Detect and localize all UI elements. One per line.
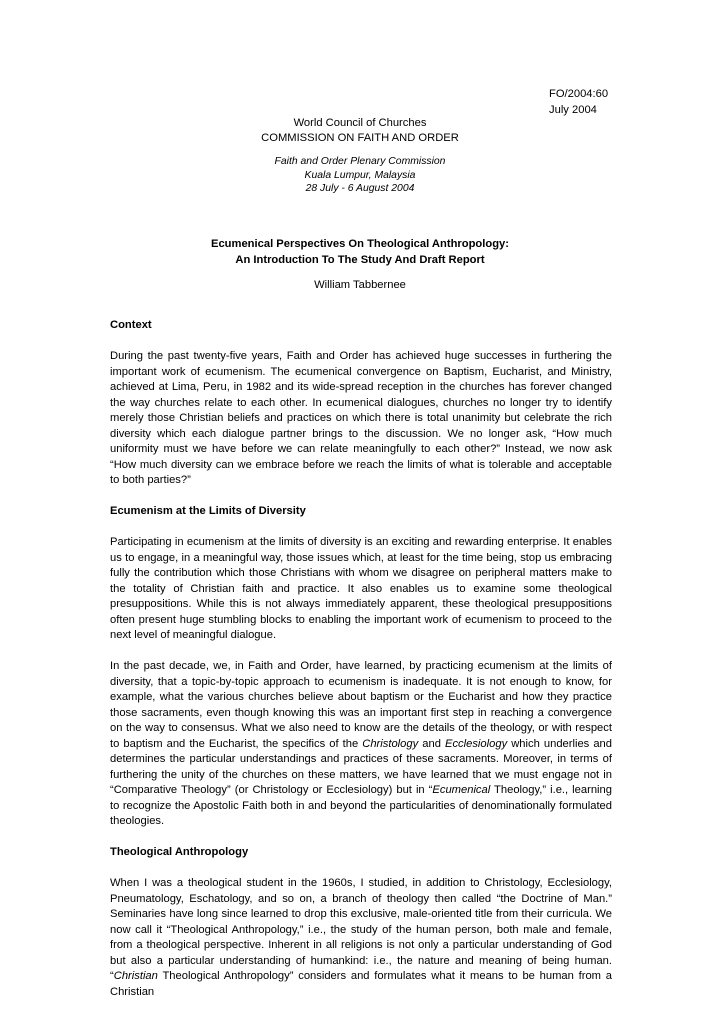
text-run: and — [418, 737, 445, 750]
text-run: In the past decade, we, in Faith and Order, have learned, by practicing ecumenism at the limits of diversity, that a topic-by-topic approach to ecumenism is inadequate. It is not enough to know, for example, what the various churches believe about baptism or the Eucharist and how they practice those sacraments, even though knowing this was an important first step in reaching a convergence on the way to consensus. What we also need to know are the details of the theology, or with respect to baptism and the Eucharist, the specifics of the — [110, 660, 612, 750]
author-name: William Tabbernee — [314, 279, 406, 291]
reference-date: July 2004 — [549, 104, 597, 116]
document-reference — [549, 86, 608, 118]
meeting-info — [110, 155, 610, 196]
text-run: When I was a theological student in the 1960s, I studied, in addition to Christology, Ecclesiology, Pneumatology, Eschatology, and so on, a branch of theology then called “the Doctrine of Man.” Seminaries have long since learned to drop this exclusive, male-oriented title from their curricula. We now call it “Theological Anthropology,” i.e., the study of the human person, both male and female, from a theological perspective. Inherent in all religions is not only a particular understanding of God but also a particular understanding of humankind: i.e., the nature and meaning of being human. “ — [110, 877, 612, 982]
document-body — [110, 318, 612, 1016]
title-line-2: An Introduction To The Study And Draft Report — [235, 254, 485, 266]
emphasis-christology: Christology — [362, 737, 419, 750]
meeting-dates: 28 July - 6 August 2004 — [305, 183, 415, 194]
emphasis-christian: Christian — [113, 970, 158, 982]
limits-paragraph-2 — [110, 659, 612, 830]
context-paragraph: During the past twenty-five years, Faith and Order has achieved huge successes in furthering the important work of ecumenism. The ecumenical convergence on Baptism, Eucharist, and Ministry, achieved at Lima, Peru, in 1982 and its wide-spread reception in the churches has forever changed the way churches relate to each other. In ecumenical dialogues, churches no longer try to identify merely those Christian beliefs and practices on which there is total unanimity but celebrate the rich diversity which each dialogue partner brings to the discussion. We no longer ask, “How much uniformity must we have before we can relate meaningfully to each other?” Instead, we now ask “How much diversity can we embrace before we reach the limits of what is tolerable and acceptable to both parties?” — [110, 350, 612, 486]
section-heading-context: Context — [110, 319, 152, 331]
document-title — [110, 236, 610, 268]
meeting-location: Kuala Lumpur, Malaysia — [304, 169, 416, 181]
organization-header — [110, 116, 610, 146]
limits-paragraph-1: Participating in ecumenism at the limits of diversity is an exciting and rewarding enterprise. It enables us to engage, in a meaningful way, those issues which, at least for the time being, stop us embracing fully the contribution which those Christians with whom we disagree on peripheral matters make to the totality of Christian faith and practice. It also enables us to examine some theological presuppositions. While this is not always immediately apparent, these theological presuppositions often present huge stumbling blocks to enabling the important work of ecumenism to proceed to the next level of meaningful dialogue. — [110, 536, 612, 641]
section-heading-limits: Ecumenism at the Limits of Diversity — [110, 505, 306, 517]
emphasis-ecclesiology: Ecclesiology — [444, 737, 508, 750]
commission-name: COMMISSION ON FAITH AND ORDER — [261, 132, 459, 144]
title-line-1: Ecumenical Perspectives On Theological Anthropology: — [211, 238, 509, 250]
anthropology-paragraph — [110, 876, 612, 1000]
text-run: which underlies and determines the particular understandings and practices of these sacraments. Moreover, in terms of furthering the unity of the churches on these matters, we have learned that we must engage not in “Comparative Theology” (or Christology or Ecclesiology) but in “ — [110, 737, 612, 796]
text-run: Theological Anthropology” considers and formulates what it means to be human from a Christian — [110, 970, 612, 998]
meeting-name: Faith and Order Plenary Commission — [274, 156, 446, 167]
organization-name: World Council of Churches — [293, 117, 427, 129]
text-run: Theology,” i.e., learning to recognize the Apostolic Faith both in and beyond the particularities of denominationally formulated theologies. — [110, 784, 612, 827]
reference-code: FO/2004:60 — [549, 88, 609, 100]
section-heading-anthropology: Theological Anthropology — [110, 846, 249, 858]
emphasis-ecumenical: Ecumenical — [432, 784, 491, 796]
